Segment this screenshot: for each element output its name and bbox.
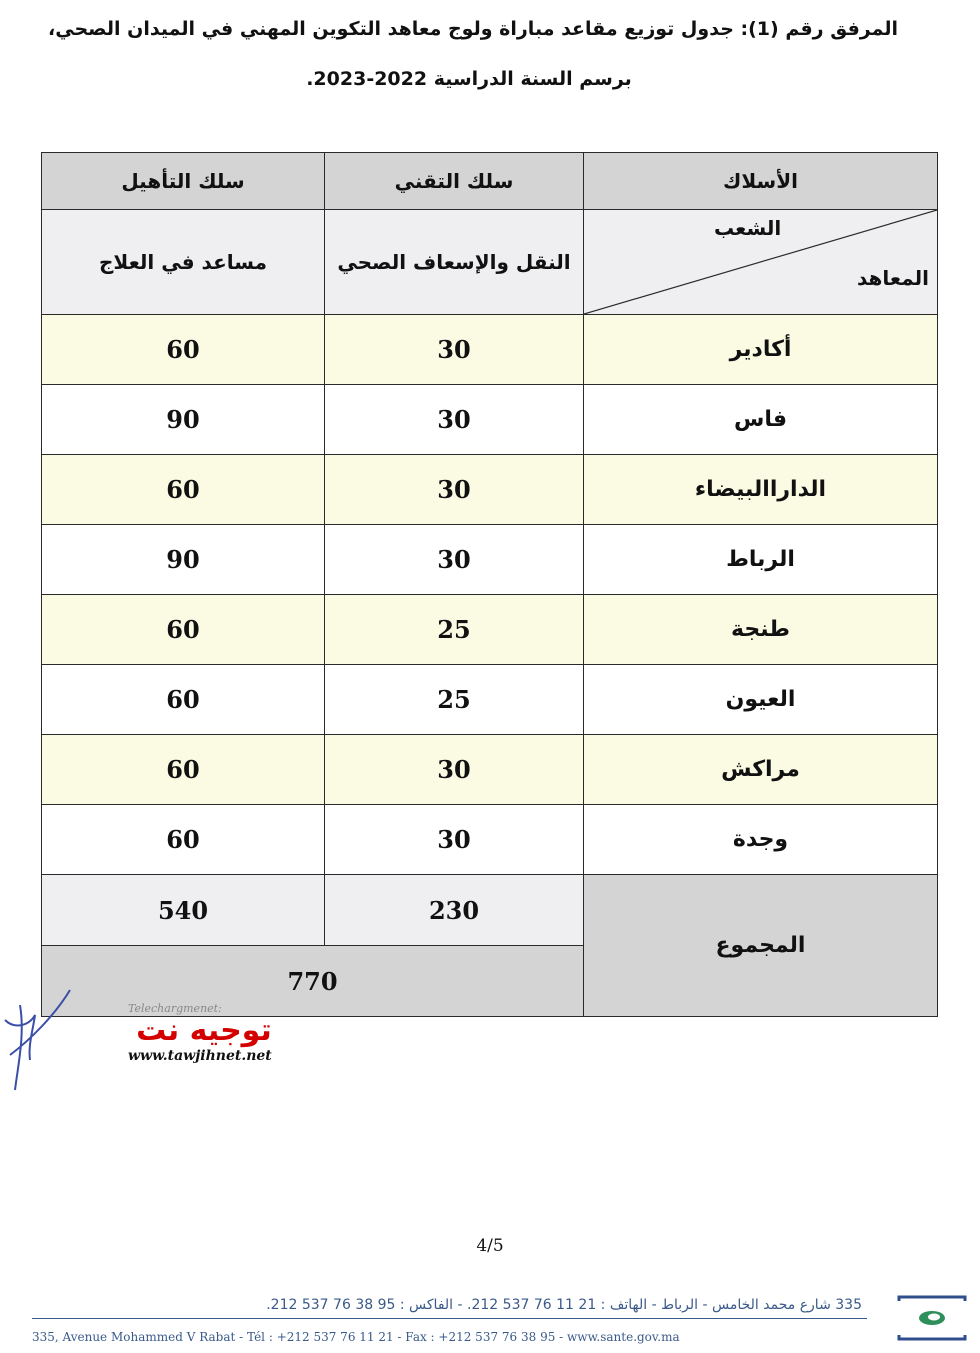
table-row [42, 455, 938, 525]
watermark-url: www.tawjihnet.net [128, 1048, 272, 1064]
institute-name: العيون [584, 665, 938, 735]
total-tech: 230 [325, 875, 584, 946]
tech-seats: 30 [325, 315, 584, 385]
signature-mark [0, 985, 100, 1095]
tech-seats: 25 [325, 595, 584, 665]
tech-seats: 25 [325, 665, 584, 735]
watermark-small-text: Telechargmenet: [128, 1002, 222, 1015]
table-row [42, 525, 938, 595]
table-row [42, 735, 938, 805]
ministry-logo-icon [893, 1293, 971, 1343]
qual-seats: 60 [42, 665, 325, 735]
table-row [42, 595, 938, 665]
tech-seats: 30 [325, 525, 584, 595]
table-subheader-row [42, 210, 938, 315]
table-row [42, 315, 938, 385]
document-title-line1: المرفق رقم (1): جدول توزيع مقاعد مباراة ولوج معاهد التكوين المهني في الميدان الصحي، [48, 18, 898, 40]
qual-seats: 60 [42, 735, 325, 805]
table-header-row [42, 153, 938, 210]
tech-seats: 30 [325, 385, 584, 455]
footer-divider [32, 1318, 867, 1319]
table-row [42, 385, 938, 455]
tech-seats: 30 [325, 735, 584, 805]
header-cadres: الأسلاك [584, 153, 938, 210]
branch-care-assistant: مساعد في العلاج [42, 210, 325, 315]
institute-name: فاس [584, 385, 938, 455]
diag-label-branches: الشعب [714, 216, 782, 240]
grand-total: 770 [42, 946, 584, 1017]
header-technician-cycle: سلك التقني [325, 153, 584, 210]
document-title-line2: برسم السنة الدراسية 2022-2023. [306, 68, 632, 90]
institute-name: طنجة [584, 595, 938, 665]
footer-french-address: 335, Avenue Mohammed V Rabat - Tél : +212 537 76 11 21 - Fax : +212 537 76 38 95 - www.sante.gov.ma [32, 1330, 680, 1344]
table-row [42, 665, 938, 735]
institute-name: الداراالبيضاء [584, 455, 938, 525]
institute-name: الرباط [584, 525, 938, 595]
tech-seats: 30 [325, 455, 584, 525]
diagonal-header-cell [584, 210, 938, 315]
watermark [128, 1002, 272, 1064]
institute-name: وجدة [584, 805, 938, 875]
total-label: المجموع [584, 875, 938, 1017]
table-row [42, 805, 938, 875]
footer-arabic-address: 335 شارع محمد الخامس - الرباط - الهاتف : 21 11 76 537 212. - الفاكس : 95 38 76 537 212. [266, 1297, 862, 1313]
page-number: 4/5 [476, 1236, 504, 1256]
total-row [42, 875, 938, 946]
header-qualification-cycle: سلك التأهيل [42, 153, 325, 210]
institute-name: أكادير [584, 315, 938, 385]
tawjihnet-logo: توجيه نت [136, 1013, 272, 1048]
tech-seats: 30 [325, 805, 584, 875]
qual-seats: 60 [42, 595, 325, 665]
qual-seats: 60 [42, 805, 325, 875]
branch-ambulance: النقل والإسعاف الصحي [325, 210, 584, 315]
qual-seats: 90 [42, 385, 325, 455]
qual-seats: 60 [42, 455, 325, 525]
qual-seats: 60 [42, 315, 325, 385]
institute-name: مراكش [584, 735, 938, 805]
diag-label-institutes: المعاهد [857, 266, 929, 290]
seats-table [41, 152, 938, 1017]
total-qual: 540 [42, 875, 325, 946]
qual-seats: 90 [42, 525, 325, 595]
